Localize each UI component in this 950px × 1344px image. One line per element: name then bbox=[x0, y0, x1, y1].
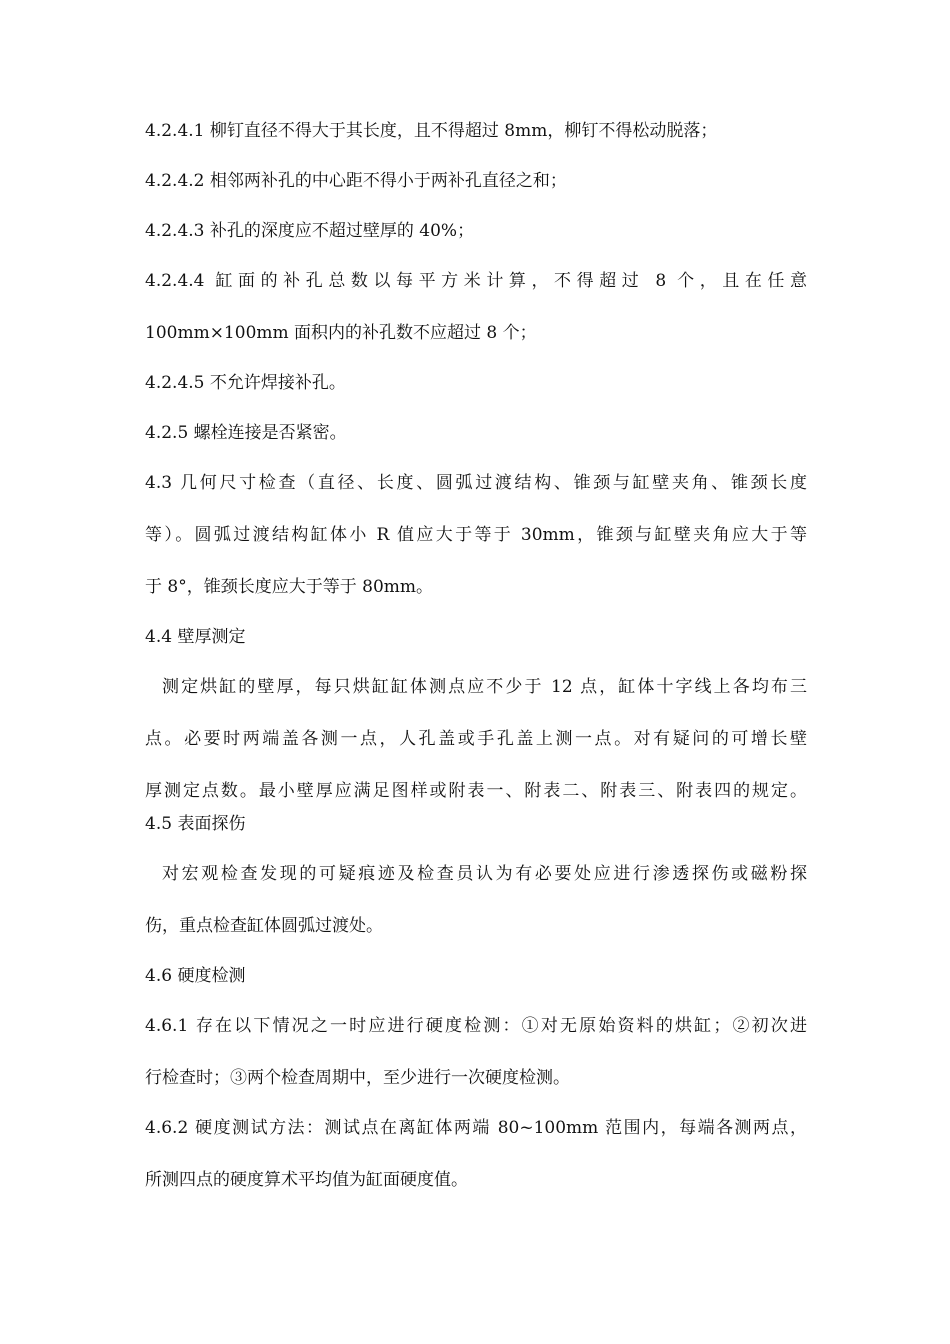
clause-4-2-5: 4.2.5 螺栓连接是否紧密。 bbox=[145, 423, 347, 443]
clause-4-6-2-line-2: 所测四点的硬度算术平均值为缸面硬度值。 bbox=[145, 1170, 468, 1190]
document-body bbox=[145, 118, 807, 1194]
clause-4-2-4-5: 4.2.4.5 不允许焊接补孔。 bbox=[145, 373, 346, 393]
clause-4-2-4-3: 4.2.4.3 补孔的深度应不超过壁厚的 40%； bbox=[145, 221, 475, 241]
surface-flaw-line-2: 伤，重点检查缸体圆弧过渡处。 bbox=[145, 916, 383, 936]
clause-4-3-line-1: 4.3 几何尺寸检查（直径、长度、圆弧过渡结构、锥颈与缸壁夹角、锥颈长度 bbox=[145, 473, 807, 493]
heading-4-4: 4.4 壁厚测定 bbox=[145, 627, 246, 647]
clause-4-6-1-line-1: 4.6.1 存在以下情况之一时应进行硬度检测：①对无原始资料的烘缸；②初次进 bbox=[145, 1016, 807, 1036]
clause-4-6-2-line-1: 4.6.2 硬度测试方法：测试点在离缸体两端 80~100mm 范围内，每端各测两点， bbox=[145, 1118, 807, 1138]
clause-4-3-line-2: 等）。圆弧过渡结构缸体小 R 值应大于等于 30mm，锥颈与缸壁夹角应大于等 bbox=[145, 525, 807, 545]
heading-4-5: 4.5 表面探伤 bbox=[145, 814, 246, 834]
clause-4-2-4-1: 4.2.4.1 柳钉直径不得大于其长度，且不得超过 8mm，柳钉不得松动脱落； bbox=[145, 121, 718, 141]
wall-thickness-line-1: 测定烘缸的壁厚，每只烘缸缸体测点应不少于 12 点，缸体十字线上各均布三 bbox=[162, 677, 807, 697]
wall-thickness-line-2: 点。必要时两端盖各测一点，人孔盖或手孔盖上测一点。对有疑问的可增长壁 bbox=[145, 729, 807, 749]
clause-4-2-4-4-line-1: 4.2.4.4 缸面的补孔总数以每平方米计算，不得超过 8 个，且在任意 bbox=[145, 271, 807, 291]
surface-flaw-line-1: 对宏观检查发现的可疑痕迹及检查员认为有必要处应进行渗透探伤或磁粉探 bbox=[162, 864, 807, 884]
clause-4-6-1-line-2: 行检查时；③两个检查周期中，至少进行一次硬度检测。 bbox=[145, 1068, 570, 1088]
wall-thickness-line-3: 厚测定点数。最小壁厚应满足图样或附表一、附表二、附表三、附表四的规定。 bbox=[145, 781, 807, 801]
heading-4-6: 4.6 硬度检测 bbox=[145, 966, 246, 986]
clause-4-3-line-3: 于 8°，锥颈长度应大于等于 80mm。 bbox=[145, 577, 433, 597]
clause-4-2-4-4-line-2: 100mm×100mm 面积内的补孔数不应超过 8 个； bbox=[145, 323, 537, 343]
clause-4-2-4-2: 4.2.4.2 相邻两补孔的中心距不得小于两补孔直径之和； bbox=[145, 171, 567, 191]
